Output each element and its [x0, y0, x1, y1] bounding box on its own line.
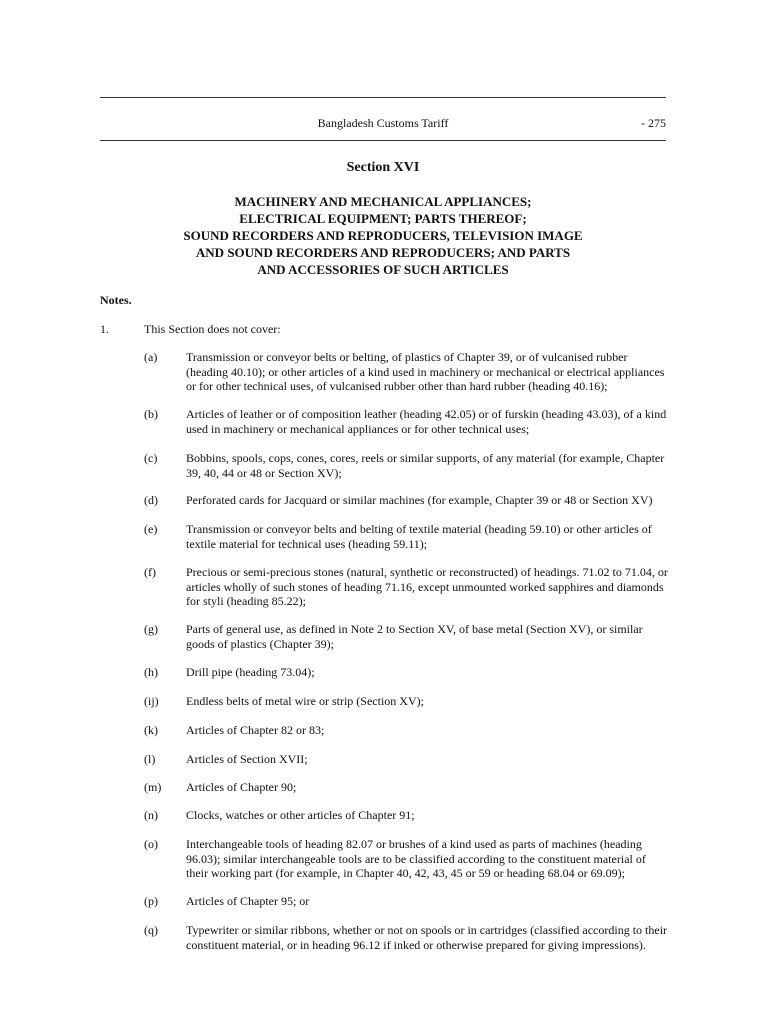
- item-label: (g): [144, 622, 158, 636]
- header-top-rule: [100, 97, 666, 98]
- section-heading-line: AND ACCESSORIES OF SUCH ARTICLES: [257, 262, 509, 277]
- section-heading-line: AND SOUND RECORDERS AND REPRODUCERS; AND PARTS: [195, 245, 571, 260]
- item-label: (p): [144, 894, 158, 908]
- section-heading-line: ELECTRICAL EQUIPMENT; PARTS THEREOF;: [239, 211, 527, 226]
- item-label: (d): [144, 493, 158, 507]
- item-label: (b): [144, 407, 158, 421]
- item-label: (m): [144, 780, 162, 794]
- item-label: (n): [144, 808, 158, 822]
- header-bottom-rule: [100, 140, 666, 141]
- item-text: Endless belts of metal wire or strip (Section XV);: [186, 694, 424, 708]
- note-text: This Section does not cover:: [144, 322, 281, 336]
- section-heading: [100, 193, 666, 278]
- item-label: (k): [144, 723, 158, 737]
- item-text: Articles of leather or of composition leather (heading 42.05) or of furskin (heading 43.03), of a kind used in machinery or mechanical appliances or for other technical uses;: [186, 407, 667, 436]
- page-number: - 275: [641, 116, 666, 130]
- item-text: Typewriter or similar ribbons, whether or not on spools or in cartridges (classified according to their constituent material, or in heading 96.12 if inked or otherwise prepared for giving impressions).: [186, 923, 668, 952]
- section-heading-line: MACHINERY AND MECHANICAL APPLIANCES;: [234, 194, 532, 209]
- item-text: Perforated cards for Jacquard or similar machines (for example, Chapter 39 or 48 or Section XV): [186, 493, 653, 507]
- item-label: (ij): [144, 694, 159, 708]
- item-text: Articles of Chapter 90;: [186, 780, 297, 794]
- section-title: Section XVI: [346, 160, 420, 175]
- item-label: (o): [144, 837, 158, 851]
- item-label: (f): [144, 565, 156, 579]
- notes-label: Notes.: [100, 293, 132, 307]
- item-label: (e): [144, 522, 158, 536]
- item-text: Articles of Chapter 82 or 83;: [186, 723, 325, 737]
- item-label: (q): [144, 923, 158, 937]
- item-text: Precious or semi-precious stones (natural, synthetic or reconstructed) of headings. 71.02 to 71.04, or articles wholly of such stones of heading 71.16, except unmounted worked sapphires and diamonds for styli (heading 85.22);: [186, 565, 668, 608]
- item-text: Drill pipe (heading 73.04);: [186, 665, 315, 679]
- item-text: Clocks, watches or other articles of Chapter 91;: [186, 808, 415, 822]
- item-label: (a): [144, 350, 158, 364]
- header-title: Bangladesh Customs Tariff: [317, 116, 449, 130]
- item-text: Transmission or conveyor belts or belting, of plastics of Chapter 39, or of vulcanised rubber (heading 40.10); or other articles of a kind used in machinery or mechanical or electrical appliances or for other technical uses, of vulcanised rubber other than hard rubber (heading 40.16);: [186, 350, 665, 393]
- item-label: (c): [144, 451, 158, 465]
- item-text: Interchangeable tools of heading 82.07 or brushes of a kind used as parts of machines (heading 96.03); similar interchangeable tools are to be classified according to the constituent material of their working part (for example, in Chapter 40, 42, 43, 45 or 59 or heading 68.04 or 69.09);: [186, 837, 646, 880]
- item-text: Articles of Chapter 95; or: [186, 894, 310, 908]
- note-number: 1.: [100, 322, 109, 336]
- section-heading-line: SOUND RECORDERS AND REPRODUCERS, TELEVISION IMAGE: [183, 228, 583, 243]
- item-text: Articles of Section XVII;: [186, 752, 308, 766]
- item-text: Transmission or conveyor belts and belting of textile material (heading 59.10) or other articles of textile material for technical uses (heading 59.11);: [186, 522, 652, 551]
- item-label: (l): [144, 752, 156, 766]
- item-label: (h): [144, 665, 158, 679]
- item-text: Parts of general use, as defined in Note 2 to Section XV, of base metal (Section XV), or similar goods of plastics (Chapter 39);: [186, 622, 643, 651]
- item-text: Bobbins, spools, cops, cones, cores, reels or similar supports, of any material (for example, Chapter 39, 40, 44 or 48 or Section XV);: [186, 451, 665, 480]
